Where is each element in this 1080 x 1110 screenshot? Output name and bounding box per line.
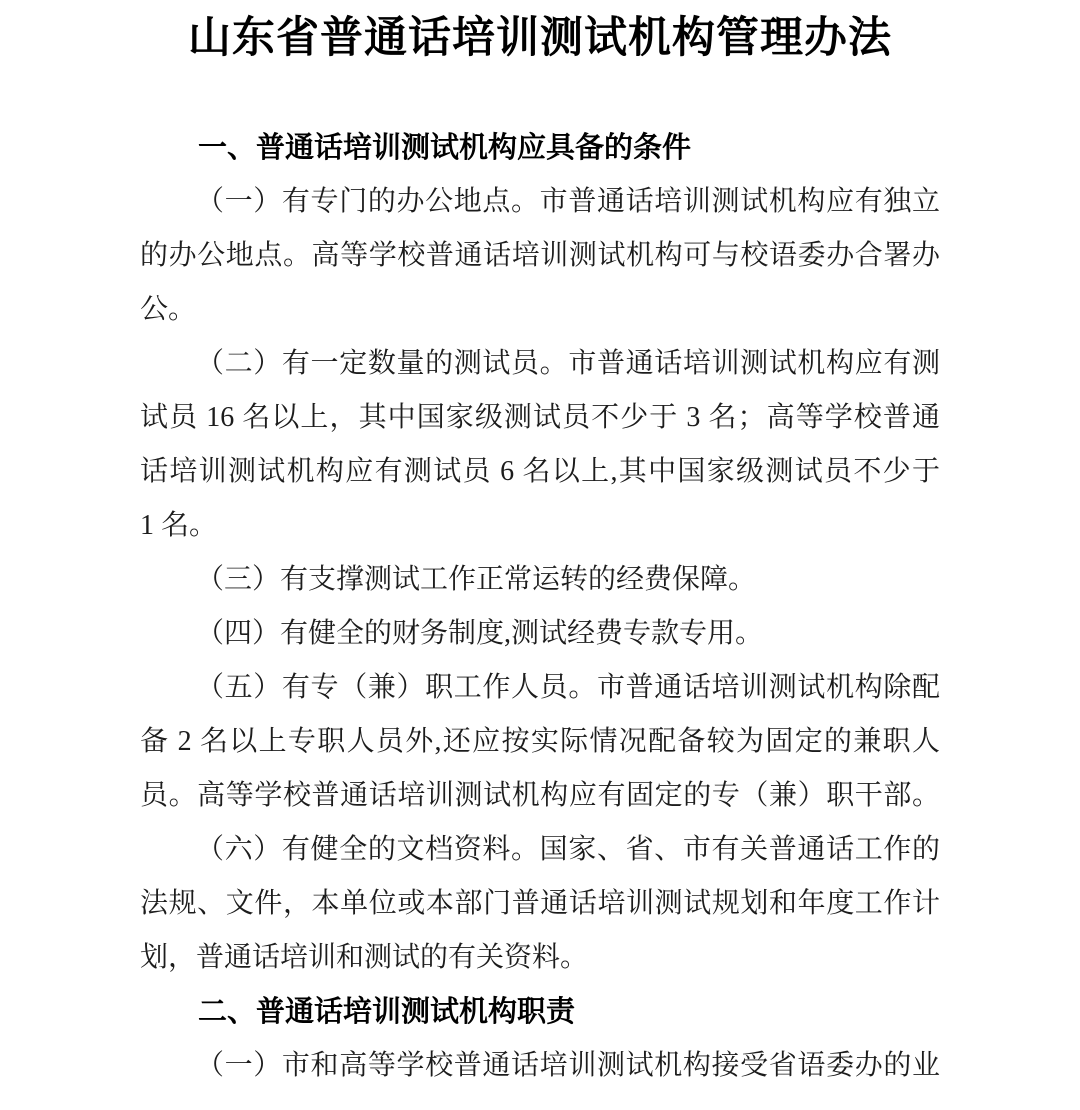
document-title: 山东省普通话培训测试机构管理办法 <box>188 15 892 62</box>
text-line: 公。 <box>140 294 197 325</box>
text-line: 员。高等学校普通话培训测试机构应有固定的专（兼）职干部。 <box>140 780 940 811</box>
text-line: （四）有健全的财务制度,测试经费专款专用。 <box>196 618 764 649</box>
text-line: 备 2 名以上专职人员外,还应按实际情况配备较为固定的兼职人 <box>140 726 940 757</box>
text-line: 划，普通话培训和测试的有关资料。 <box>140 942 589 973</box>
document-body <box>140 121 940 1093</box>
text-line: （五）有专（兼）职工作人员。市普通话培训测试机构除配 <box>196 672 940 703</box>
text-line: （一）市和高等学校普通话培训测试机构接受省语委办的业 <box>196 1050 940 1081</box>
text-line: （六）有健全的文档资料。国家、省、市有关普通话工作的 <box>196 834 940 865</box>
text-line: 的办公地点。高等学校普通话培训测试机构可与校语委办合署办 <box>140 240 940 271</box>
text-line: 话培训测试机构应有测试员 6 名以上,其中国家级测试员不少于 <box>140 456 940 487</box>
section-heading: 二、普通话培训测试机构职责 <box>198 996 576 1028</box>
text-line: （一）有专门的办公地点。市普通话培训测试机构应有独立 <box>196 186 940 217</box>
text-line: 试员 16 名以上，其中国家级测试员不少于 3 名；高等学校普通 <box>140 402 940 433</box>
text-line: 1 名。 <box>140 510 218 541</box>
text-line: （三）有支撑测试工作正常运转的经费保障。 <box>196 564 757 595</box>
section-heading: 一、普通话培训测试机构应具备的条件 <box>198 132 692 164</box>
text-line: 法规、文件，本单位或本部门普通话培训测试规划和年度工作计 <box>140 888 940 919</box>
text-line: （二）有一定数量的测试员。市普通话培训测试机构应有测 <box>196 348 940 379</box>
